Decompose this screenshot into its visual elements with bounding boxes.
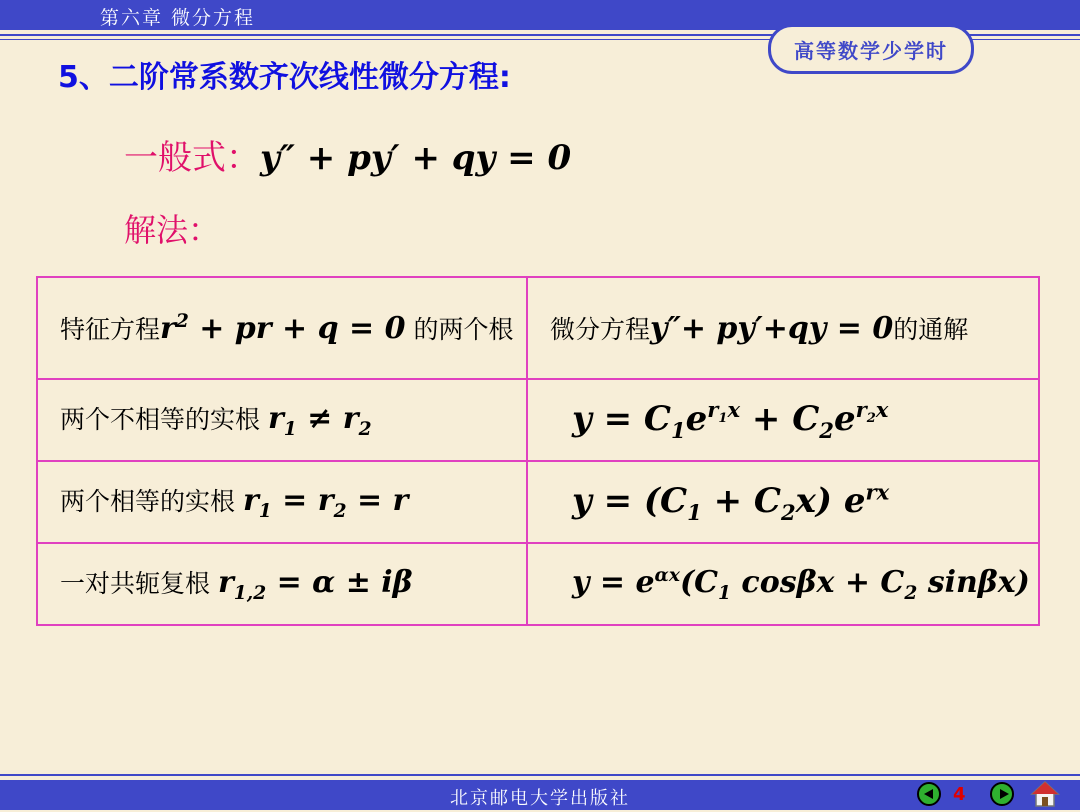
diff-equation-rhs: = 0 [826, 311, 894, 346]
chapter-title: 第六章 微分方程 [100, 7, 256, 29]
header-right-text: 微分方程 [550, 315, 651, 344]
case-condition: $r_1 \ne r_2$ [267, 401, 372, 440]
case-equal-roots [37, 461, 527, 543]
table-row [37, 379, 1039, 461]
solution-formula: $y = C_1e^{r_1x} + C_2e^{r_2x}$ [572, 397, 889, 443]
table-row [37, 461, 1039, 543]
table-header-row [37, 277, 1039, 379]
case-distinct-roots [37, 379, 527, 461]
header-right-suffix: 的通解 [893, 315, 969, 344]
solution-equal [527, 461, 1039, 543]
publisher: 北京邮电大学出版社 [450, 788, 630, 809]
footer-rule [0, 774, 1080, 776]
header-general-solution [527, 277, 1039, 379]
case-complex-roots [37, 543, 527, 625]
slide-title: 5、二阶常系数齐次线性微分方程: [58, 60, 511, 95]
case-condition: $r_{1,2} = \alpha \pm i\beta$ [217, 565, 413, 604]
solution-distinct [527, 379, 1039, 461]
general-equation: y″ + py′ + qy = 0 [260, 138, 572, 178]
diff-equation: y″+ py′+qy [650, 311, 827, 346]
case-label: 两个不相等的实根 [60, 405, 261, 434]
header-roots [37, 277, 527, 379]
general-form-label: 一般式： [124, 138, 260, 178]
header-left-text: 特征方程 [60, 315, 161, 344]
solution-formula: $y = (C_1 + C_2x)$ $e^{rx}$ [572, 479, 890, 525]
solution-formula: $y = e^{\alpha x}(C_1$ $\cos\beta x + C_2$ sinβx) [572, 564, 1030, 604]
general-form [124, 130, 571, 179]
table-row [37, 543, 1039, 625]
prev-page-icon[interactable] [917, 782, 941, 806]
case-label: 两个相等的实根 [60, 487, 236, 516]
case-condition: $r_1 = r_2 = r$ [242, 483, 409, 522]
method-label: 解法： [124, 211, 221, 249]
solution-complex [527, 543, 1039, 625]
header-left-suffix: 的两个根 [413, 315, 514, 344]
home-icon[interactable] [1030, 780, 1060, 808]
next-page-icon[interactable] [990, 782, 1014, 806]
course-badge: 高等数学少学时 [768, 24, 974, 74]
case-label: 一对共轭复根 [60, 569, 211, 598]
char-equation: $r^2$ + pr + q = 0 [160, 311, 406, 346]
page-number: 4 [953, 784, 966, 805]
solution-table [36, 276, 1040, 626]
